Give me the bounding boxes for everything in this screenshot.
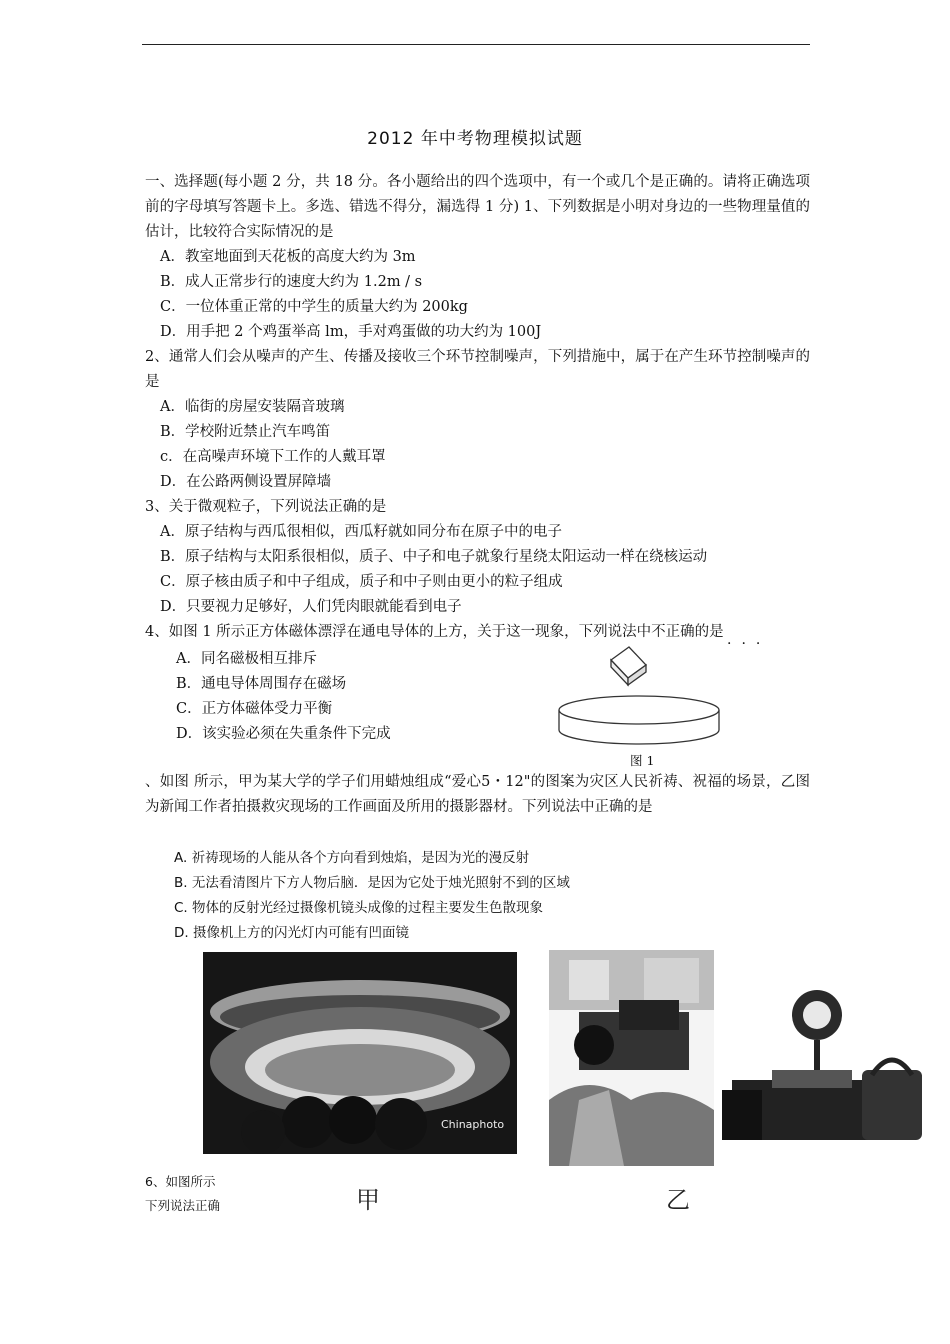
q1-option-a: A．教室地面到天花板的高度大约为 3m: [160, 249, 416, 265]
figure-1-caption: 图 1: [630, 753, 655, 768]
q4-option-b: B．通电导体周围存在磁场: [176, 676, 347, 692]
q1-option-b: B．成人正常步行的速度大约为 1.2m / s: [160, 274, 423, 290]
q1-option-d: D．用手把 2 个鸡蛋举高 lm，手对鸡蛋做的功大约为 100J: [160, 324, 542, 340]
page-title: 2012 年中考物理模拟试题: [367, 129, 583, 149]
section-intro: 一、选择题(每小题 2 分，共 18 分。各小题给出的四个选项中，有一个或几个是正确的。请将正确选项前的字母填写答题卡上。多选、错选不得分，漏选得 1 分) 1、下列数据是小明对身边的一些物理量值的估计，比较符合实际情况的是: [145, 174, 810, 240]
label-jia: 甲: [356, 1186, 380, 1214]
photo-watermark: Chinaphoto: [441, 1118, 505, 1131]
figure-1-magnet-diagram: [554, 640, 724, 750]
q3-option-b: B．原子结构与太阳系很相似，质子、中子和电子就象行星绕太阳运动一样在绕核运动: [160, 549, 708, 565]
q1-option-c: C．一位体重正常的中学生的质量大约为 200kg: [160, 299, 468, 315]
q4-option-a: A．同名磁极相互排斥: [176, 651, 317, 667]
photo-jia-candle-vigil: [203, 952, 517, 1154]
q2-option-b: B．学校附近禁止汽车鸣笛: [160, 424, 331, 440]
q6-stem-line1: 6、如图所示: [145, 1174, 216, 1189]
header-rule: [142, 44, 810, 45]
q4-option-c: C．正方体磁体受力平衡: [176, 701, 333, 717]
q2-option-d: D．在公路两侧设置屏障墙: [160, 474, 332, 490]
q3-option-d: D．只要视力足够好，人们凭肉眼就能看到电子: [160, 599, 462, 615]
q2-stem: 2、通常人们会从噪声的产生、传播及接收三个环节控制噪声，下列措施中，属于在产生环节控制噪声的是: [145, 349, 810, 390]
emphasis-dots: ···: [727, 636, 771, 652]
q5-option-b: B. 无法看清图片下方人物后脑．是因为它处于烛光照射不到的区域: [174, 875, 570, 891]
q4-stem: 4、如图 1 所示正方体磁体漂浮在通电导体的上方，关于这一现象，下列说法中不正确的是: [145, 624, 724, 640]
q5-option-d: D. 摄像机上方的闪光灯内可能有凹面镜: [174, 925, 409, 941]
q2-option-c: c．在高噪声环境下工作的人戴耳罩: [160, 449, 386, 465]
photo-camera-equipment: [722, 985, 934, 1155]
q5-stem: 、如图 所示，甲为某大学的学子们用蜡烛组成“爱心5・12"的图案为灾区人民祈祷、祝福的场景，乙图为新闻工作者拍摄救灾现场的工作画面及所用的摄影器材。下列说法中正确的是: [145, 774, 810, 815]
q2-option-a: A．临街的房屋安装隔音玻璃: [160, 399, 345, 415]
q6-stem-line2: 下列说法正确: [145, 1198, 221, 1213]
q3-option-c: C．原子核由质子和中子组成，质子和中子则由更小的粒子组成: [160, 574, 563, 590]
photo-yi-cameraman: [549, 950, 714, 1166]
floating-cube: [611, 647, 646, 685]
q3-option-a: A．原子结构与西瓜很相似，西瓜籽就如同分布在原子中的电子: [160, 524, 562, 540]
q4-option-d: D．该实验必须在失重条件下完成: [176, 726, 391, 742]
q5-option-a: A. 祈祷现场的人能从各个方向看到烛焰，是因为光的漫反射: [174, 850, 530, 866]
conductor-disc: [559, 696, 719, 744]
q3-stem: 3、关于微观粒子，下列说法正确的是: [145, 499, 387, 515]
label-yi: 乙: [666, 1186, 690, 1214]
q5-option-c: C. 物体的反射光经过摄像机镜头成像的过程主要发生色散现象: [174, 900, 544, 916]
